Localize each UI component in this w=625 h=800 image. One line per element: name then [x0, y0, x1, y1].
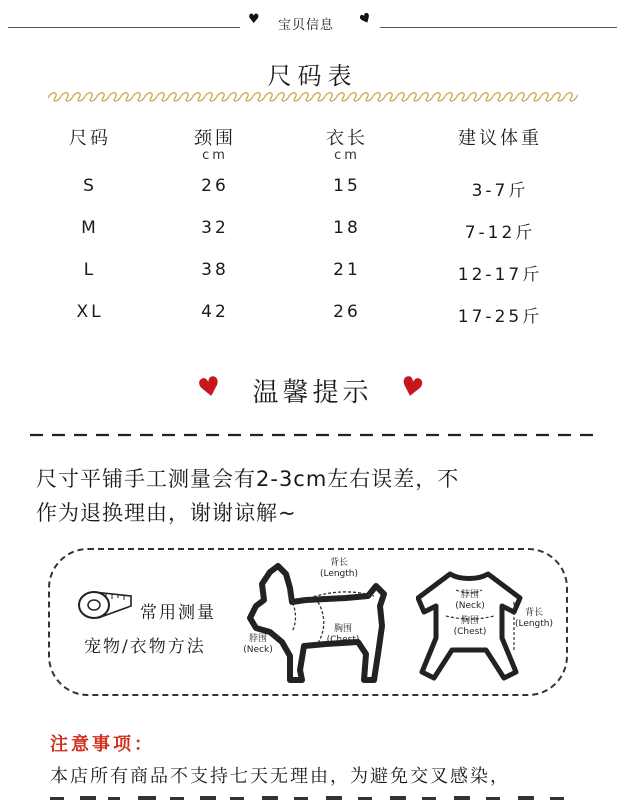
dog-neck-label: [236, 634, 280, 656]
column-header-weight: 建议体重: [458, 128, 542, 149]
method-text-line-2: 宠物/衣物方法: [84, 637, 206, 657]
table-cell-weight: 12-17斤: [457, 265, 543, 285]
notice-title: 注意事项：: [50, 734, 155, 755]
column-header-length: 衣长: [326, 128, 368, 149]
tape-measure-icon: [76, 588, 136, 622]
table-cell-weight: 7-12斤: [464, 223, 536, 243]
tips-text-line-1: 尺寸平铺手工测量会有2-3cm左右误差，不: [36, 467, 460, 491]
clothing-neck-label-en: (Neck): [455, 601, 485, 611]
table-cell-size: S: [83, 176, 97, 196]
cropped-text-line: [50, 792, 570, 800]
table-cell-length: 18: [333, 218, 361, 238]
column-header-neck: 颈围: [194, 128, 236, 149]
clothing-neck-label: [448, 590, 492, 612]
dog-neck-label-en: (Neck): [243, 645, 273, 655]
header-divider-left: [8, 27, 240, 28]
dog-length-label-cn: 背长: [329, 558, 348, 568]
dog-neck-label-cn: 脖围: [248, 634, 267, 644]
clothing-chest-label-en: (Chest): [453, 627, 487, 637]
heart-icon: ♥: [195, 370, 225, 406]
dog-chest-label-cn: 胸围: [333, 624, 352, 634]
decorative-swirl-border: [48, 90, 578, 104]
clothing-length-label-cn: 背长: [524, 608, 543, 618]
heart-icon: ♥: [397, 370, 427, 406]
clothing-chest-label: [448, 616, 492, 638]
heart-icon: ♥: [248, 12, 260, 27]
table-cell-neck: 32: [201, 218, 229, 238]
table-cell-length: 21: [333, 260, 361, 280]
header-title: 宝贝信息: [278, 18, 335, 33]
clothing-chest-label-cn: 胸围: [460, 616, 479, 626]
table-cell-size: XL: [76, 302, 104, 322]
column-unit-length: cm: [334, 148, 360, 163]
table-cell-neck: 42: [201, 302, 229, 322]
table-cell-length: 15: [333, 176, 361, 196]
table-cell-length: 26: [333, 302, 361, 322]
table-cell-size: L: [83, 260, 97, 280]
table-cell-weight: 17-25斤: [457, 307, 543, 327]
clothing-neck-label-cn: 脖围: [460, 590, 479, 600]
column-header-size: 尺码: [69, 128, 111, 149]
dog-length-label: [314, 558, 364, 580]
tips-title: 温馨提示: [252, 378, 373, 408]
clothing-length-label: [514, 608, 554, 630]
dog-length-label-en: (Length): [319, 569, 359, 579]
notice-text: 本店所有商品不支持七天无理由，为避免交叉感染，: [50, 766, 510, 787]
heart-icon: ♥: [357, 10, 375, 29]
clothing-length-label-en: (Length): [514, 619, 554, 629]
size-chart-title: 尺码表: [267, 62, 358, 90]
header-divider-right: [380, 27, 617, 28]
dog-chest-label-en: (Chest): [326, 635, 360, 645]
table-cell-neck: 26: [201, 176, 229, 196]
tips-text-line-2: 作为退换理由，谢谢谅解~: [36, 501, 297, 525]
method-text-line-1: 常用测量: [140, 603, 216, 623]
dog-chest-label: [320, 624, 366, 646]
table-cell-neck: 38: [201, 260, 229, 280]
column-unit-neck: cm: [202, 148, 228, 163]
table-cell-size: M: [81, 218, 99, 238]
dashed-divider: [30, 433, 595, 437]
table-cell-weight: 3-7斤: [471, 181, 529, 201]
